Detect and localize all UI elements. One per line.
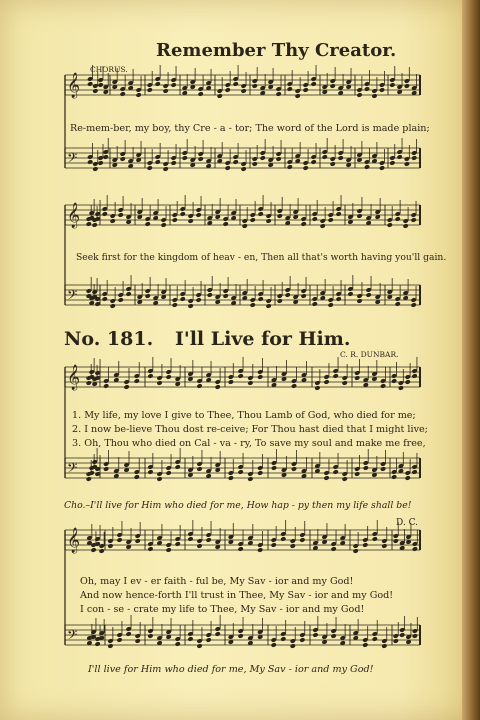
note-head [120, 91, 126, 97]
note-head [206, 537, 212, 543]
note-head [92, 222, 98, 228]
note-head [241, 88, 247, 94]
note-head [387, 222, 393, 228]
note-head [145, 221, 151, 227]
note-head [379, 165, 385, 171]
note-head [136, 92, 142, 98]
clef: 𝄞 [67, 73, 81, 98]
hymn-title-live: I'll Live for Him. [175, 328, 351, 350]
note-head [312, 632, 318, 638]
note-head [271, 542, 277, 548]
note-head [252, 161, 258, 167]
note-head [196, 383, 202, 389]
note-head [412, 633, 418, 639]
note-head [280, 536, 286, 542]
note-head [372, 636, 378, 642]
note-head [86, 380, 92, 386]
note-head [196, 643, 202, 649]
note-head [182, 155, 188, 161]
note-head [238, 546, 244, 552]
note-head [126, 631, 132, 637]
note-head [405, 379, 411, 385]
note-head [103, 383, 109, 389]
note-head [155, 159, 161, 165]
note-head [118, 212, 124, 218]
note-head [175, 641, 181, 647]
note-head [225, 165, 231, 171]
note-head [312, 216, 318, 222]
note-head [206, 637, 212, 643]
note-head [215, 384, 221, 390]
note-head [366, 292, 372, 298]
hymn-title-remember: Remember Thy Creator. [156, 40, 397, 61]
note-head [233, 159, 239, 165]
note-head [266, 218, 272, 224]
note-head [411, 217, 417, 223]
note-head [411, 373, 417, 379]
note-head [250, 302, 256, 308]
note-head [175, 464, 181, 470]
note-head [87, 159, 93, 165]
chorus-label: CHORUS. [90, 65, 128, 74]
lyric-line-2: Seek first for the kingdom of heav - en, Then all that's worth having you'll gain. [76, 252, 447, 263]
note-head [331, 546, 337, 552]
note-head [147, 633, 153, 639]
note-head [172, 217, 178, 223]
note-head [175, 541, 181, 547]
note-head [102, 211, 108, 217]
note-head [217, 93, 223, 99]
note-head [161, 222, 167, 228]
note-head [391, 378, 397, 384]
note-head [277, 213, 283, 219]
note-head [187, 536, 193, 542]
note-head [353, 548, 359, 554]
note-head [299, 637, 305, 643]
note-head [328, 217, 334, 223]
note-head [328, 302, 334, 308]
note-head [393, 538, 399, 544]
clef: 𝄢 [67, 150, 78, 169]
note-head [280, 636, 286, 642]
note-head [188, 303, 194, 309]
clef: 𝄞 [67, 203, 81, 228]
note-head [411, 469, 417, 475]
note-head [258, 296, 264, 302]
note-head [196, 297, 202, 303]
note-head [116, 537, 122, 543]
note-head [228, 475, 234, 481]
note-head [97, 160, 103, 166]
note-head [330, 161, 336, 167]
note-head [241, 166, 247, 172]
note-head [354, 375, 360, 381]
note-head [134, 378, 140, 384]
note-head [123, 384, 129, 390]
note-head [354, 471, 360, 477]
clef: 𝄞 [67, 528, 81, 553]
note-head [238, 373, 244, 379]
note-head [228, 379, 234, 385]
note-head [238, 633, 244, 639]
note-head [95, 641, 101, 647]
chorus-end-lyric: I'll live for Him who died for me, My Sav - ior and my God! [88, 664, 374, 675]
note-head [276, 91, 282, 97]
author-credit: C. R. DUNBAR. [340, 350, 399, 359]
note-head [364, 86, 370, 92]
note-head [238, 469, 244, 475]
note-head [320, 223, 326, 229]
note-head [92, 88, 98, 94]
note-head [145, 293, 151, 299]
note-head [172, 302, 178, 308]
note-head [110, 303, 116, 309]
note-head [285, 292, 291, 298]
note-head [276, 156, 282, 162]
note-head [198, 91, 204, 97]
clef: 𝄞 [67, 365, 81, 390]
note-head [196, 212, 202, 218]
note-head [397, 154, 403, 160]
note-head [102, 296, 108, 302]
note-head [247, 476, 253, 482]
note-head [391, 474, 397, 480]
note-head [207, 292, 213, 298]
note-head [156, 476, 162, 482]
note-head [257, 547, 263, 553]
chorus-lyric: Cho.–I'll live for Him who died for me, How hap - py then my life shall be! [64, 500, 412, 511]
note-head [196, 543, 202, 549]
note-head [356, 298, 362, 304]
note-head [147, 165, 153, 171]
note-head [347, 291, 353, 297]
note-head [290, 643, 296, 649]
note-head [277, 298, 283, 304]
note-head [398, 385, 404, 391]
note-head [291, 466, 297, 472]
note-head [291, 383, 297, 389]
note-head [86, 476, 92, 482]
note-head [92, 166, 98, 172]
note-head [303, 87, 309, 93]
note-head [331, 633, 337, 639]
note-head [266, 303, 272, 309]
note-head [342, 380, 348, 386]
note-head [395, 301, 401, 307]
note-head [322, 154, 328, 160]
note-head [258, 211, 264, 217]
note-head [338, 155, 344, 161]
note-head [107, 643, 113, 649]
lyric-line-1: Re-mem-ber, my boy, thy Cre - a - tor; The word of the Lord is made plain; [70, 123, 430, 134]
note-head [171, 160, 177, 166]
note-head [356, 92, 362, 98]
note-head [299, 537, 305, 543]
note-head [147, 469, 153, 475]
note-head [90, 547, 96, 553]
note-head [393, 638, 399, 644]
note-head [303, 165, 309, 171]
note-head [196, 466, 202, 472]
note-head [260, 155, 266, 161]
note-head [379, 87, 385, 93]
note-head [188, 218, 194, 224]
note-head [180, 296, 186, 302]
note-head [223, 221, 229, 227]
note-head [271, 465, 277, 471]
note-head [135, 538, 141, 544]
note-head [99, 548, 105, 554]
note-head [171, 82, 177, 88]
note-head [405, 475, 411, 481]
note-head [336, 211, 342, 217]
note-head [395, 216, 401, 222]
hymn-number: No. 181. [64, 328, 154, 350]
note-head [103, 154, 109, 160]
note-head [242, 223, 248, 229]
note-head [257, 470, 263, 476]
note-head [163, 88, 169, 94]
note-head [362, 642, 368, 648]
note-head [180, 211, 186, 217]
note-head [380, 466, 386, 472]
note-head [247, 380, 253, 386]
note-head [252, 83, 258, 89]
note-head [311, 159, 317, 165]
note-head [412, 546, 418, 552]
note-head [126, 291, 132, 297]
note-head [155, 81, 161, 87]
note-head [225, 87, 231, 93]
clef: 𝄢 [67, 287, 78, 306]
note-head [147, 87, 153, 93]
verse-b-1: Oh, may I ev - er faith - ful be, My Sav - ior and my God! [80, 576, 354, 587]
verse-a-1: 1. My life, my love I give to Thee, Thou Lamb of God, who died for me; [72, 410, 416, 421]
verse-b-2: And now hence-forth I'll trust in Thee, My Sav - ior and my God! [80, 590, 394, 601]
note-head [411, 302, 417, 308]
note-head [135, 638, 141, 644]
note-head [330, 83, 336, 89]
note-head [323, 379, 329, 385]
note-head [156, 380, 162, 386]
note-head [166, 470, 172, 476]
note-head [363, 465, 369, 471]
note-head [120, 156, 126, 162]
note-head [198, 156, 204, 162]
note-head [250, 217, 256, 223]
clef: 𝄢 [67, 460, 78, 479]
note-head [342, 476, 348, 482]
note-head [147, 373, 153, 379]
note-head [187, 636, 193, 642]
note-head [399, 632, 405, 638]
note-head [404, 83, 410, 89]
verse-a-3: 3. Oh, Thou who died on Cal - va - ry, To save my soul and make me free, [72, 438, 426, 449]
note-head [389, 160, 395, 166]
note-head [86, 221, 92, 227]
note-head [271, 642, 277, 648]
verse-b-3: I con - se - crate my life to Thee, My Sav - ior and my God! [80, 604, 365, 615]
da-capo-mark: D. C. [396, 518, 419, 528]
note-head [356, 213, 362, 219]
note-head [312, 301, 318, 307]
note-head [166, 374, 172, 380]
note-head [87, 81, 93, 87]
note-head [336, 296, 342, 302]
note-head [314, 385, 320, 391]
note-head [301, 221, 307, 227]
note-head [290, 543, 296, 549]
note-head [223, 293, 229, 299]
note-head [311, 81, 317, 87]
note-head [333, 373, 339, 379]
note-head [166, 547, 172, 553]
note-head [372, 536, 378, 542]
note-head [380, 383, 386, 389]
note-head [403, 223, 409, 229]
note-head [107, 543, 113, 549]
note-head [163, 166, 169, 172]
note-head [364, 164, 370, 170]
note-head [381, 643, 387, 649]
note-head [287, 164, 293, 170]
note-head [301, 293, 307, 299]
note-head [381, 543, 387, 549]
note-head [257, 374, 263, 380]
note-head [233, 81, 239, 87]
note-head [389, 82, 395, 88]
note-head [287, 86, 293, 92]
note-head [295, 93, 301, 99]
note-head [411, 155, 417, 161]
note-head [147, 546, 153, 552]
note-head [118, 297, 124, 303]
note-head [215, 631, 221, 637]
note-head [371, 93, 377, 99]
note-head [110, 218, 116, 224]
clef: 𝄢 [67, 627, 78, 646]
note-head [333, 469, 339, 475]
note-head [116, 637, 122, 643]
note-head [103, 466, 109, 472]
note-head [362, 542, 368, 548]
verse-a-2: 2. I now be-lieve Thou dost re-ceive; For Thou hast died that I might live; [72, 424, 428, 435]
note-head [323, 475, 329, 481]
note-head [404, 161, 410, 167]
note-head [134, 474, 140, 480]
note-head [97, 82, 103, 88]
